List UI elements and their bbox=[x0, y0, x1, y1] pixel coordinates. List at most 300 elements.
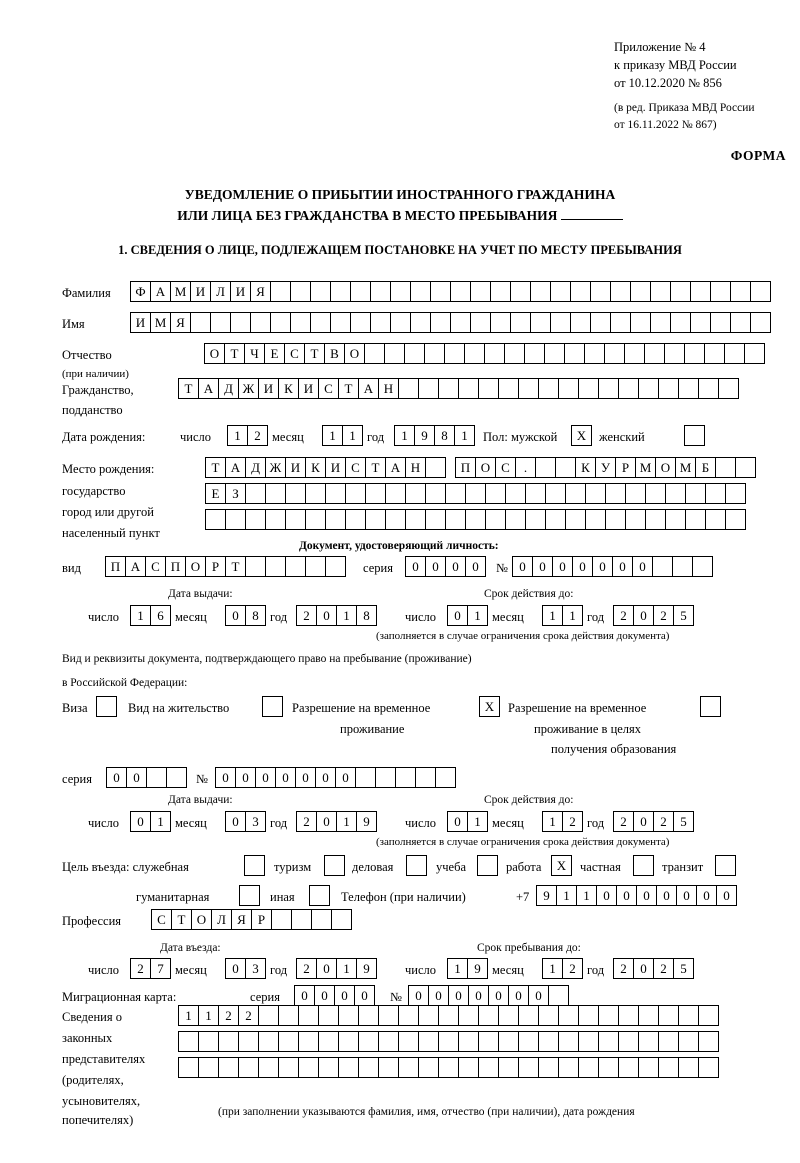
cell[interactable] bbox=[705, 509, 726, 530]
cell[interactable] bbox=[458, 1057, 479, 1078]
cell[interactable] bbox=[405, 483, 426, 504]
cell[interactable] bbox=[725, 483, 746, 504]
cell[interactable]: Т bbox=[304, 343, 325, 364]
cell[interactable]: П bbox=[455, 457, 476, 478]
cell[interactable] bbox=[384, 343, 405, 364]
cell[interactable] bbox=[166, 767, 187, 788]
cell[interactable]: 0 bbox=[696, 885, 717, 906]
cell[interactable]: 0 bbox=[528, 985, 549, 1006]
cell[interactable] bbox=[325, 483, 346, 504]
cell[interactable] bbox=[424, 343, 445, 364]
cell[interactable] bbox=[198, 1057, 219, 1078]
cell[interactable]: 0 bbox=[592, 556, 613, 577]
cell[interactable]: Т bbox=[338, 378, 359, 399]
residence-permit-checkbox[interactable] bbox=[262, 696, 283, 717]
cell[interactable]: 1 bbox=[467, 811, 488, 832]
cell[interactable]: . bbox=[515, 457, 536, 478]
cell[interactable] bbox=[370, 281, 391, 302]
permit-issue-month-input[interactable] bbox=[225, 811, 265, 832]
cell[interactable] bbox=[278, 1031, 299, 1052]
permit-issue-day-input[interactable] bbox=[130, 811, 170, 832]
cell[interactable] bbox=[665, 509, 686, 530]
cell[interactable] bbox=[698, 1005, 719, 1026]
cell[interactable] bbox=[538, 1031, 559, 1052]
cell[interactable] bbox=[610, 312, 631, 333]
migration-card-number-input[interactable] bbox=[408, 985, 568, 1006]
cell[interactable] bbox=[418, 1031, 439, 1052]
cell[interactable] bbox=[550, 312, 571, 333]
cell[interactable] bbox=[530, 312, 551, 333]
cell[interactable] bbox=[318, 1057, 339, 1078]
cell[interactable] bbox=[298, 1057, 319, 1078]
cell[interactable] bbox=[672, 556, 693, 577]
cell[interactable] bbox=[438, 1031, 459, 1052]
cell[interactable] bbox=[690, 281, 711, 302]
cell[interactable]: Р bbox=[205, 556, 226, 577]
permit-series-input[interactable] bbox=[106, 767, 186, 788]
cell[interactable] bbox=[450, 312, 471, 333]
cell[interactable]: 8 bbox=[356, 605, 377, 626]
cell[interactable] bbox=[198, 1031, 219, 1052]
cell[interactable]: Ж bbox=[238, 378, 259, 399]
permit-issue-year-input[interactable] bbox=[296, 811, 376, 832]
cell[interactable] bbox=[445, 483, 466, 504]
cell[interactable]: 9 bbox=[356, 811, 377, 832]
cell[interactable] bbox=[618, 378, 639, 399]
cell[interactable]: С bbox=[318, 378, 339, 399]
cell[interactable] bbox=[325, 556, 346, 577]
cell[interactable] bbox=[238, 1057, 259, 1078]
profession-input[interactable] bbox=[151, 909, 351, 930]
cell[interactable] bbox=[485, 483, 506, 504]
cell[interactable]: С bbox=[284, 343, 305, 364]
issue-month-input[interactable] bbox=[225, 605, 265, 626]
purpose-study-checkbox[interactable] bbox=[477, 855, 498, 876]
cell[interactable] bbox=[558, 1057, 579, 1078]
cell[interactable] bbox=[385, 483, 406, 504]
cell[interactable] bbox=[598, 1031, 619, 1052]
cell[interactable] bbox=[504, 343, 525, 364]
cell[interactable]: Т bbox=[171, 909, 192, 930]
cell[interactable]: С bbox=[495, 457, 516, 478]
cell[interactable]: Р bbox=[251, 909, 272, 930]
cell[interactable] bbox=[685, 509, 706, 530]
cell[interactable] bbox=[178, 1057, 199, 1078]
patronymic-input[interactable] bbox=[204, 343, 764, 364]
cell[interactable] bbox=[684, 343, 705, 364]
cell[interactable]: 0 bbox=[428, 985, 449, 1006]
cell[interactable]: 0 bbox=[448, 985, 469, 1006]
cell[interactable] bbox=[604, 343, 625, 364]
birth-year-input[interactable] bbox=[394, 425, 474, 446]
cell[interactable]: Е bbox=[264, 343, 285, 364]
cell[interactable]: Р bbox=[615, 457, 636, 478]
cell[interactable]: 1 bbox=[178, 1005, 199, 1026]
doc-type-input[interactable] bbox=[105, 556, 345, 577]
cell[interactable] bbox=[265, 556, 286, 577]
cell[interactable] bbox=[578, 1057, 599, 1078]
birthplace-city-row3[interactable] bbox=[205, 509, 745, 530]
birthplace-city-row1[interactable] bbox=[455, 457, 755, 478]
cell[interactable]: 0 bbox=[633, 811, 654, 832]
temp-residence-checkbox[interactable]: X bbox=[479, 696, 500, 717]
cell[interactable]: 2 bbox=[296, 811, 317, 832]
cell[interactable] bbox=[578, 378, 599, 399]
cell[interactable] bbox=[305, 509, 326, 530]
cell[interactable] bbox=[530, 281, 551, 302]
cell[interactable]: 0 bbox=[612, 556, 633, 577]
cell[interactable] bbox=[750, 312, 771, 333]
valid-day-input[interactable] bbox=[447, 605, 487, 626]
cell[interactable]: 2 bbox=[296, 958, 317, 979]
cell[interactable] bbox=[558, 1005, 579, 1026]
permit-valid-day-input[interactable] bbox=[447, 811, 487, 832]
purpose-humanitarian-checkbox[interactable] bbox=[239, 885, 260, 906]
cell[interactable] bbox=[584, 343, 605, 364]
valid-month-input[interactable] bbox=[542, 605, 582, 626]
cell[interactable] bbox=[638, 1005, 659, 1026]
cell[interactable] bbox=[238, 1031, 259, 1052]
cell[interactable] bbox=[585, 483, 606, 504]
cell[interactable] bbox=[735, 457, 756, 478]
cell[interactable] bbox=[565, 483, 586, 504]
cell[interactable] bbox=[190, 312, 211, 333]
permit-valid-year-input[interactable] bbox=[613, 811, 693, 832]
cell[interactable]: П bbox=[105, 556, 126, 577]
cell[interactable]: Я bbox=[170, 312, 191, 333]
cell[interactable] bbox=[658, 1031, 679, 1052]
cell[interactable] bbox=[510, 312, 531, 333]
cell[interactable]: И bbox=[130, 312, 151, 333]
cell[interactable]: 0 bbox=[314, 985, 335, 1006]
cell[interactable] bbox=[570, 281, 591, 302]
cell[interactable] bbox=[565, 509, 586, 530]
cell[interactable] bbox=[330, 281, 351, 302]
cell[interactable]: 1 bbox=[542, 811, 563, 832]
cell[interactable]: 5 bbox=[673, 605, 694, 626]
cell[interactable]: 0 bbox=[235, 767, 256, 788]
cell[interactable] bbox=[665, 483, 686, 504]
cell[interactable] bbox=[330, 312, 351, 333]
cell[interactable] bbox=[350, 312, 371, 333]
cell[interactable] bbox=[365, 483, 386, 504]
cell[interactable] bbox=[405, 509, 426, 530]
cell[interactable] bbox=[338, 1031, 359, 1052]
cell[interactable] bbox=[478, 1057, 499, 1078]
cell[interactable] bbox=[458, 1031, 479, 1052]
cell[interactable]: В bbox=[324, 343, 345, 364]
cell[interactable] bbox=[265, 509, 286, 530]
cell[interactable] bbox=[478, 1031, 499, 1052]
purpose-business-checkbox[interactable] bbox=[406, 855, 427, 876]
stay-day-input[interactable] bbox=[447, 958, 487, 979]
cell[interactable] bbox=[510, 281, 531, 302]
cell[interactable] bbox=[638, 1057, 659, 1078]
cell[interactable]: З bbox=[225, 483, 246, 504]
stay-month-input[interactable] bbox=[542, 958, 582, 979]
cell[interactable]: 2 bbox=[562, 958, 583, 979]
cell[interactable] bbox=[338, 1057, 359, 1078]
cell[interactable] bbox=[350, 281, 371, 302]
cell[interactable] bbox=[338, 1005, 359, 1026]
cell[interactable] bbox=[490, 281, 511, 302]
cell[interactable]: 1 bbox=[336, 605, 357, 626]
cell[interactable] bbox=[730, 312, 751, 333]
cell[interactable] bbox=[498, 1005, 519, 1026]
birth-day-input[interactable] bbox=[227, 425, 267, 446]
cell[interactable]: 0 bbox=[316, 811, 337, 832]
cell[interactable] bbox=[378, 1005, 399, 1026]
cell[interactable] bbox=[378, 1057, 399, 1078]
cell[interactable]: 1 bbox=[562, 605, 583, 626]
birth-month-input[interactable] bbox=[322, 425, 362, 446]
cell[interactable] bbox=[710, 312, 731, 333]
cell[interactable]: 1 bbox=[394, 425, 415, 446]
cell[interactable] bbox=[470, 312, 491, 333]
cell[interactable]: С bbox=[145, 556, 166, 577]
cell[interactable]: 0 bbox=[468, 985, 489, 1006]
cell[interactable] bbox=[245, 509, 266, 530]
cell[interactable] bbox=[410, 312, 431, 333]
cell[interactable] bbox=[718, 378, 739, 399]
cell[interactable] bbox=[525, 483, 546, 504]
cell[interactable] bbox=[545, 509, 566, 530]
cell[interactable]: 0 bbox=[316, 958, 337, 979]
cell[interactable]: 5 bbox=[673, 958, 694, 979]
surname-input[interactable] bbox=[130, 281, 770, 302]
cell[interactable] bbox=[690, 312, 711, 333]
cell[interactable]: 0 bbox=[425, 556, 446, 577]
birthplace-state-input[interactable] bbox=[205, 457, 445, 478]
birthplace-city-row2[interactable] bbox=[205, 483, 745, 504]
cell[interactable]: 0 bbox=[255, 767, 276, 788]
cell[interactable] bbox=[638, 378, 659, 399]
edu-residence-checkbox[interactable] bbox=[700, 696, 721, 717]
cell[interactable] bbox=[270, 312, 291, 333]
cell[interactable]: 2 bbox=[218, 1005, 239, 1026]
cell[interactable]: 0 bbox=[215, 767, 236, 788]
purpose-transit-checkbox[interactable] bbox=[715, 855, 736, 876]
cell[interactable]: 0 bbox=[596, 885, 617, 906]
cell[interactable] bbox=[585, 509, 606, 530]
cell[interactable]: 2 bbox=[247, 425, 268, 446]
cell[interactable] bbox=[438, 1005, 459, 1026]
cell[interactable]: П bbox=[165, 556, 186, 577]
cell[interactable] bbox=[724, 343, 745, 364]
cell[interactable] bbox=[311, 909, 332, 930]
cell[interactable]: 9 bbox=[536, 885, 557, 906]
cell[interactable]: 1 bbox=[130, 605, 151, 626]
cell[interactable]: 0 bbox=[106, 767, 127, 788]
cell[interactable]: А bbox=[198, 378, 219, 399]
cell[interactable]: Б bbox=[695, 457, 716, 478]
cell[interactable]: 2 bbox=[653, 811, 674, 832]
migration-card-series-input[interactable] bbox=[294, 985, 374, 1006]
cell[interactable]: 0 bbox=[512, 556, 533, 577]
legal-rep-row-3[interactable] bbox=[178, 1057, 718, 1078]
legal-rep-row-2[interactable] bbox=[178, 1031, 718, 1052]
cell[interactable]: 0 bbox=[465, 556, 486, 577]
cell[interactable]: 2 bbox=[613, 811, 634, 832]
cell[interactable] bbox=[425, 457, 446, 478]
cell[interactable] bbox=[318, 1031, 339, 1052]
cell[interactable] bbox=[664, 343, 685, 364]
cell[interactable] bbox=[425, 509, 446, 530]
purpose-service-checkbox[interactable] bbox=[244, 855, 265, 876]
cell[interactable]: И bbox=[298, 378, 319, 399]
cell[interactable]: 1 bbox=[198, 1005, 219, 1026]
cell[interactable]: 0 bbox=[334, 985, 355, 1006]
cell[interactable] bbox=[450, 281, 471, 302]
cell[interactable] bbox=[548, 985, 569, 1006]
cell[interactable]: 1 bbox=[227, 425, 248, 446]
cell[interactable] bbox=[271, 909, 292, 930]
cell[interactable] bbox=[644, 343, 665, 364]
cell[interactable] bbox=[698, 1057, 719, 1078]
cell[interactable] bbox=[630, 281, 651, 302]
cell[interactable] bbox=[505, 483, 526, 504]
cell[interactable] bbox=[590, 312, 611, 333]
cell[interactable] bbox=[230, 312, 251, 333]
purpose-work-checkbox[interactable]: X bbox=[551, 855, 572, 876]
cell[interactable]: Ч bbox=[244, 343, 265, 364]
cell[interactable] bbox=[355, 767, 376, 788]
cell[interactable]: 0 bbox=[488, 985, 509, 1006]
cell[interactable]: И bbox=[325, 457, 346, 478]
cell[interactable]: 0 bbox=[572, 556, 593, 577]
cell[interactable]: 0 bbox=[616, 885, 637, 906]
cell[interactable]: У bbox=[595, 457, 616, 478]
cell[interactable] bbox=[692, 556, 713, 577]
cell[interactable]: 2 bbox=[296, 605, 317, 626]
cell[interactable] bbox=[610, 281, 631, 302]
cell[interactable]: А bbox=[125, 556, 146, 577]
issue-year-input[interactable] bbox=[296, 605, 376, 626]
cell[interactable] bbox=[618, 1005, 639, 1026]
cell[interactable] bbox=[458, 378, 479, 399]
cell[interactable] bbox=[625, 483, 646, 504]
entry-year-input[interactable] bbox=[296, 958, 376, 979]
cell[interactable] bbox=[598, 378, 619, 399]
cell[interactable]: 3 bbox=[245, 958, 266, 979]
cell[interactable] bbox=[291, 909, 312, 930]
cell[interactable] bbox=[638, 1031, 659, 1052]
cell[interactable] bbox=[465, 483, 486, 504]
cell[interactable]: О bbox=[655, 457, 676, 478]
purpose-tourism-checkbox[interactable] bbox=[324, 855, 345, 876]
cell[interactable]: 0 bbox=[445, 556, 466, 577]
cell[interactable] bbox=[730, 281, 751, 302]
cell[interactable]: 0 bbox=[126, 767, 147, 788]
cell[interactable]: 1 bbox=[150, 811, 171, 832]
cell[interactable] bbox=[278, 1057, 299, 1078]
cell[interactable]: 0 bbox=[275, 767, 296, 788]
cell[interactable] bbox=[645, 483, 666, 504]
cell[interactable] bbox=[678, 1057, 699, 1078]
cell[interactable]: 0 bbox=[508, 985, 529, 1006]
cell[interactable]: 0 bbox=[552, 556, 573, 577]
cell[interactable]: Т bbox=[205, 457, 226, 478]
cell[interactable] bbox=[285, 483, 306, 504]
cell[interactable]: 1 bbox=[336, 811, 357, 832]
cell[interactable]: 0 bbox=[633, 605, 654, 626]
cell[interactable] bbox=[618, 1031, 639, 1052]
cell[interactable] bbox=[478, 1005, 499, 1026]
cell[interactable] bbox=[558, 378, 579, 399]
cell[interactable] bbox=[505, 509, 526, 530]
cell[interactable] bbox=[250, 312, 271, 333]
cell[interactable]: 1 bbox=[342, 425, 363, 446]
cell[interactable]: 2 bbox=[130, 958, 151, 979]
cell[interactable]: 2 bbox=[613, 958, 634, 979]
cell[interactable] bbox=[658, 378, 679, 399]
cell[interactable] bbox=[498, 378, 519, 399]
cell[interactable] bbox=[225, 509, 246, 530]
cell[interactable] bbox=[578, 1031, 599, 1052]
cell[interactable]: Я bbox=[231, 909, 252, 930]
purpose-other-checkbox[interactable] bbox=[309, 885, 330, 906]
cell[interactable]: 0 bbox=[532, 556, 553, 577]
cell[interactable] bbox=[670, 281, 691, 302]
cell[interactable] bbox=[265, 483, 286, 504]
cell[interactable] bbox=[325, 509, 346, 530]
cell[interactable] bbox=[645, 509, 666, 530]
valid-year-input[interactable] bbox=[613, 605, 693, 626]
cell[interactable] bbox=[305, 556, 326, 577]
cell[interactable]: И bbox=[258, 378, 279, 399]
cell[interactable]: М bbox=[635, 457, 656, 478]
cell[interactable] bbox=[310, 281, 331, 302]
cell[interactable] bbox=[710, 281, 731, 302]
cell[interactable] bbox=[290, 281, 311, 302]
cell[interactable] bbox=[704, 343, 725, 364]
cell[interactable] bbox=[485, 509, 506, 530]
cell[interactable] bbox=[358, 1057, 379, 1078]
cell[interactable] bbox=[390, 281, 411, 302]
cell[interactable] bbox=[658, 1057, 679, 1078]
purpose-private-checkbox[interactable] bbox=[633, 855, 654, 876]
cell[interactable]: 0 bbox=[225, 958, 246, 979]
cell[interactable]: 3 bbox=[245, 811, 266, 832]
cell[interactable]: О bbox=[344, 343, 365, 364]
cell[interactable] bbox=[678, 1005, 699, 1026]
cell[interactable]: А bbox=[358, 378, 379, 399]
legal-rep-row-1[interactable] bbox=[178, 1005, 718, 1026]
cell[interactable] bbox=[364, 343, 385, 364]
cell[interactable] bbox=[490, 312, 511, 333]
cell[interactable]: Е bbox=[205, 483, 226, 504]
cell[interactable]: 0 bbox=[632, 556, 653, 577]
cell[interactable] bbox=[578, 1005, 599, 1026]
cell[interactable]: Т bbox=[224, 343, 245, 364]
cell[interactable]: 1 bbox=[454, 425, 475, 446]
cell[interactable]: 9 bbox=[467, 958, 488, 979]
cell[interactable] bbox=[398, 1031, 419, 1052]
cell[interactable] bbox=[678, 378, 699, 399]
cell[interactable]: С bbox=[151, 909, 172, 930]
cell[interactable] bbox=[478, 378, 499, 399]
stay-year-input[interactable] bbox=[613, 958, 693, 979]
cell[interactable] bbox=[425, 483, 446, 504]
cell[interactable] bbox=[398, 1005, 419, 1026]
cell[interactable] bbox=[438, 378, 459, 399]
cell[interactable] bbox=[415, 767, 436, 788]
cell[interactable]: Т bbox=[225, 556, 246, 577]
cell[interactable]: 9 bbox=[414, 425, 435, 446]
cell[interactable]: 1 bbox=[447, 958, 468, 979]
cell[interactable] bbox=[278, 1005, 299, 1026]
cell[interactable]: 8 bbox=[245, 605, 266, 626]
